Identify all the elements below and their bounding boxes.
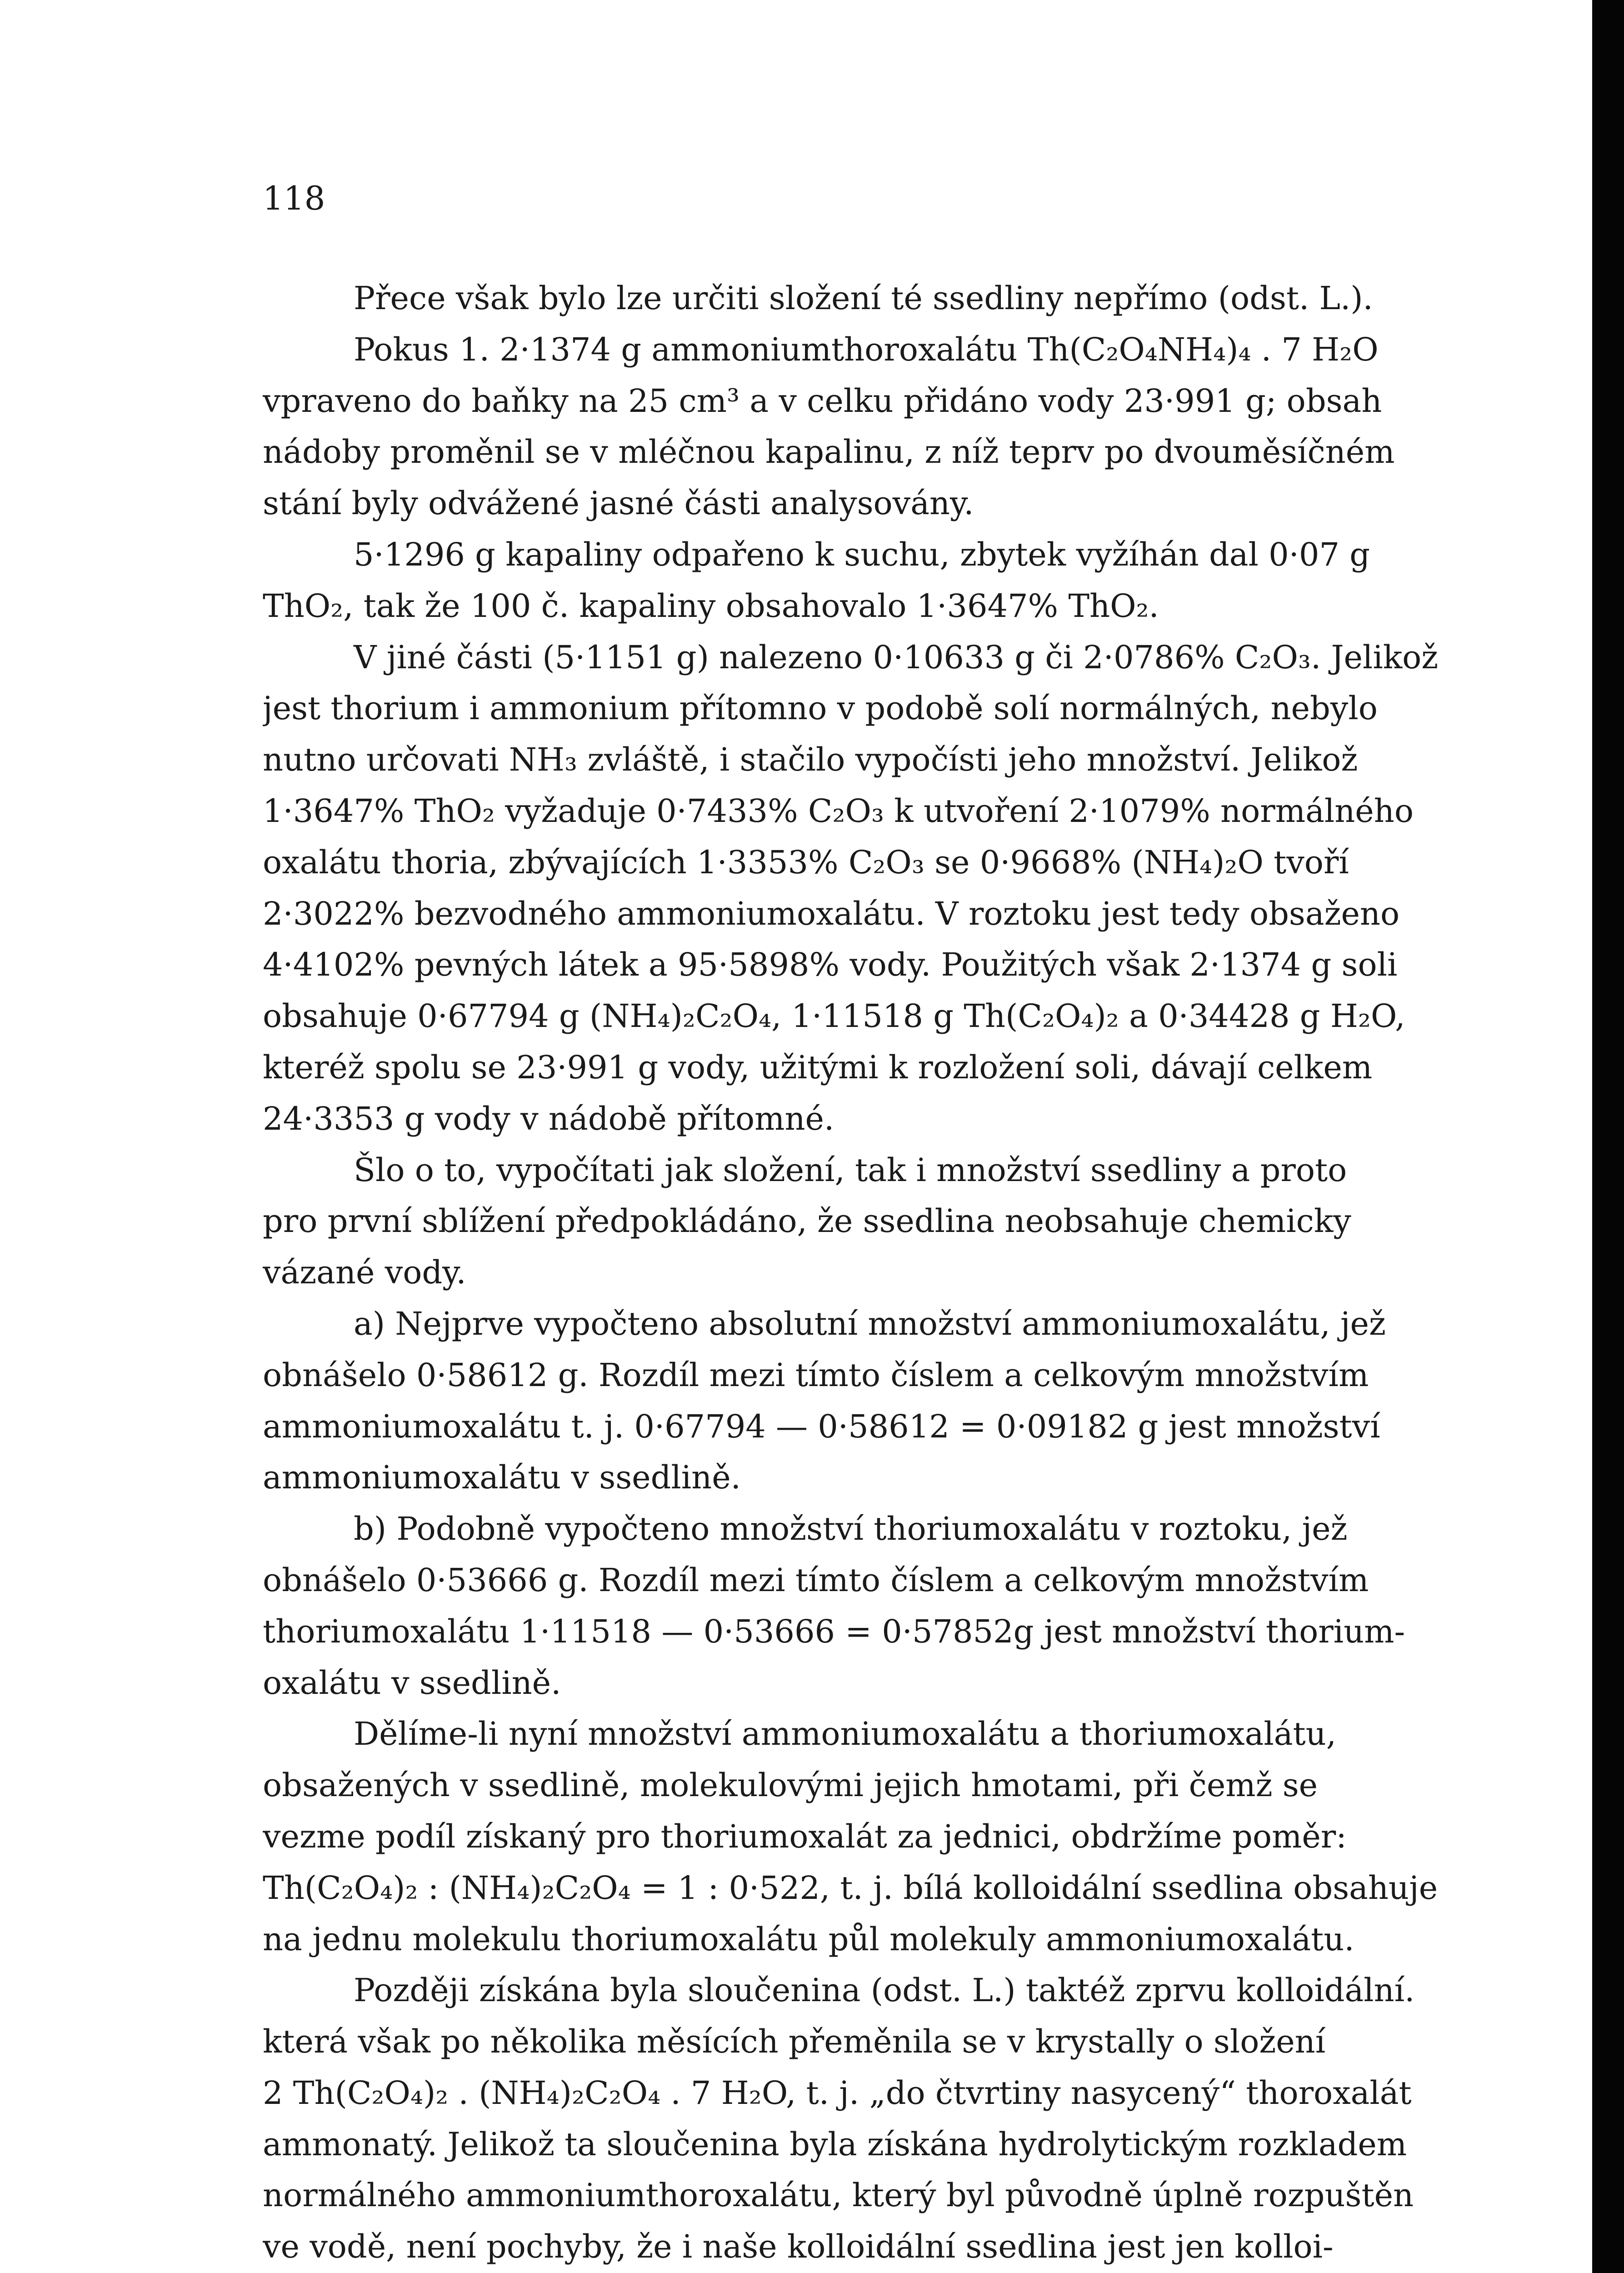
text-line: 5·1296 g kapaliny odpařeno k suchu, zbytek vyžíhán dal 0·07 g bbox=[354, 536, 1370, 573]
text-line: pro první sblížení předpokládáno, že ssedlina neobsahuje chemicky bbox=[263, 1202, 1351, 1240]
text-line: b) Podobně vypočteno množství thoriumoxalátu v roztoku, jež bbox=[354, 1510, 1348, 1548]
text-line: Pokus 1. 2·1374 g ammoniumthoroxalátu Th(C₂O₄NH₄)₄ . 7 H₂O bbox=[354, 330, 1379, 368]
text-line: thoriumoxalátu 1·11518 — 0·53666 = 0·57852g jest množství thorium- bbox=[263, 1612, 1405, 1650]
text-line: V jiné části (5·1151 g) nalezeno 0·10633 g či 2·0786% C₂O₃. Jelikož bbox=[354, 638, 1439, 676]
text-line: vpraveno do baňky na 25 cm³ a v celku přidáno vody 23·991 g; obsah bbox=[263, 382, 1382, 420]
text-line: 1·3647% ThO₂ vyžaduje 0·7433% C₂O₃ k utvoření 2·1079% normálného bbox=[263, 792, 1414, 830]
text-line: a) Nejprve vypočteno absolutní množství ammoniumoxalátu, jež bbox=[354, 1305, 1386, 1342]
text-line: ammoniumoxalátu t. j. 0·67794 — 0·58612 = 0·09182 g jest množství bbox=[263, 1407, 1380, 1445]
text-line: obnášelo 0·53666 g. Rozdíl mezi tímto číslem a celkovým množstvím bbox=[263, 1561, 1369, 1599]
text-line: která však po několika měsících přeměnila se v krystally o složení bbox=[263, 2023, 1326, 2061]
scan-border bbox=[1592, 0, 1624, 2273]
text-line: vezme podíl získaný pro thoriumoxalát za jednici, obdržíme poměr: bbox=[263, 1817, 1347, 1855]
text-line: jest thorium i ammonium přítomno v podobě solí normálných, nebylo bbox=[263, 690, 1378, 727]
text-line: ThO₂, tak že 100 č. kapaliny obsahovalo 1·3647% ThO₂. bbox=[263, 587, 1159, 625]
text-line: 2 Th(C₂O₄)₂ . (NH₄)₂C₂O₄ . 7 H₂O, t. j. „do čtvrtiny nasycený“ thoroxalát bbox=[263, 2074, 1412, 2112]
text-line: normálného ammoniumthoroxalátu, který byl původně úplně rozpuštěn bbox=[263, 2177, 1414, 2214]
text-line: Později získána byla sloučenina (odst. L.) taktéž zprvu kolloidální. bbox=[354, 1972, 1415, 2009]
text-line: obsažených v ssedlině, molekulovými jejich hmotami, při čemž se bbox=[263, 1767, 1318, 1804]
text-line: kteréž spolu se 23·991 g vody, užitými k rozložení soli, dávají celkem bbox=[263, 1048, 1373, 1086]
text-line: Přece však bylo lze určiti složení té ssedliny nepřímo (odst. L.). bbox=[354, 280, 1373, 317]
text-line: Dělíme-li nyní množství ammoniumoxalátu a thoriumoxalátu, bbox=[354, 1715, 1336, 1753]
text-line: stání byly odvážené jasné části analysovány. bbox=[263, 485, 974, 522]
text-line: obnášelo 0·58612 g. Rozdíl mezi tímto číslem a celkovým množstvím bbox=[263, 1356, 1369, 1394]
text-line: ammoniumoxalátu v ssedlině. bbox=[263, 1459, 741, 1497]
text-line: 2·3022% bezvodného ammoniumoxalátu. V roztoku jest tedy obsaženo bbox=[263, 895, 1400, 932]
text-line: ammonatý. Jelikož ta sloučenina byla získána hydrolytickým rozkladem bbox=[263, 2125, 1407, 2163]
text-line: ve vodě, není pochyby, že i naše kolloidální ssedlina jest jen kolloi- bbox=[263, 2228, 1334, 2266]
page-number: 118 bbox=[263, 179, 325, 217]
text-line: oxalátu thoria, zbývajících 1·3353% C₂O₃ se 0·9668% (NH₄)₂O tvoří bbox=[263, 843, 1349, 881]
text-line: 4·4102% pevných látek a 95·5898% vody. Použitých však 2·1374 g soli bbox=[263, 946, 1398, 984]
text-line: obsahuje 0·67794 g (NH₄)₂C₂O₄, 1·11518 g Th(C₂O₄)₂ a 0·34428 g H₂O, bbox=[263, 997, 1405, 1035]
text-line: Th(C₂O₄)₂ : (NH₄)₂C₂O₄ = 1 : 0·522, t. j. bílá kolloidální ssedlina obsahuje bbox=[263, 1869, 1438, 1907]
text-line: 24·3353 g vody v nádobě přítomné. bbox=[263, 1100, 834, 1137]
text-line: na jednu molekulu thoriumoxalátu půl molekuly ammoniumoxalátu. bbox=[263, 1920, 1354, 1958]
text-line: Šlo o to, vypočítati jak složení, tak i množství ssedliny a proto bbox=[354, 1151, 1347, 1189]
text-line: oxalátu v ssedlině. bbox=[263, 1664, 561, 1702]
text-line: nádoby proměnil se v mléčnou kapalinu, z níž teprv po dvouměsíčném bbox=[263, 433, 1395, 471]
text-line: vázané vody. bbox=[263, 1254, 466, 1292]
text-line: nutno určovati NH₃ zvláště, i stačilo vypočísti jeho množství. Jelikož bbox=[263, 741, 1358, 779]
body-text bbox=[263, 273, 1465, 2273]
